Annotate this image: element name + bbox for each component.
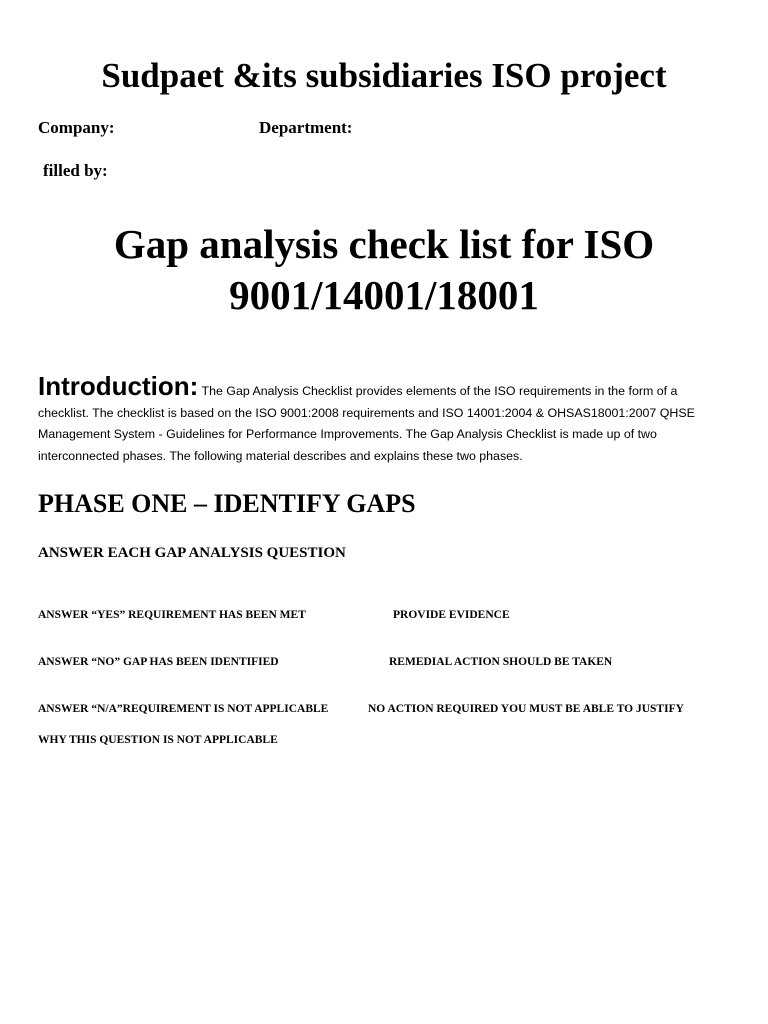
answer-na-action-continued: WHY THIS QUESTION IS NOT APPLICABLE [38, 734, 278, 746]
introduction-body: The Gap Analysis Checklist provides elements of the ISO requirements in the form of a checklist. The checklist is based on the ISO 9001:2008 requirements and ISO 14001:2004 & OHSAS18001:2007 QHSE Management System - Guidelines for Performance Improvements. The Gap Analysis Checklist is made up of two interconnected phases. The following material describes and explains these two phases. [38, 384, 695, 463]
answer-yes-action: PROVIDE EVIDENCE [393, 609, 510, 621]
company-label: Company: [38, 118, 115, 137]
checklist-title [40, 219, 728, 321]
answer-no-text: ANSWER “NO” GAP HAS BEEN IDENTIFIED [38, 656, 279, 668]
phase-one-heading: PHASE ONE – IDENTIFY GAPS [38, 489, 416, 518]
checklist-title-line1: Gap analysis check list for ISO [113, 221, 655, 267]
introduction-paragraph [38, 371, 728, 467]
checklist-title-line2: 9001/14001/18001 [229, 272, 539, 318]
phase-one-subheading: ANSWER EACH GAP ANALYSIS QUESTION [38, 545, 346, 561]
document-title: Sudpaet &its subsidiaries ISO project [101, 56, 667, 95]
answer-yes-text: ANSWER “YES” REQUIREMENT HAS BEEN MET [38, 609, 306, 621]
answer-na-action: NO ACTION REQUIRED YOU MUST BE ABLE TO JUSTIFY [368, 703, 684, 715]
answer-no-action: REMEDIAL ACTION SHOULD BE TAKEN [389, 656, 613, 668]
answer-na-text: ANSWER “N/A”REQUIREMENT IS NOT APPLICABLE [38, 703, 329, 715]
filled-by-label: filled by: [43, 161, 108, 180]
introduction-heading: Introduction: [38, 371, 199, 401]
department-label: Department: [259, 118, 353, 137]
